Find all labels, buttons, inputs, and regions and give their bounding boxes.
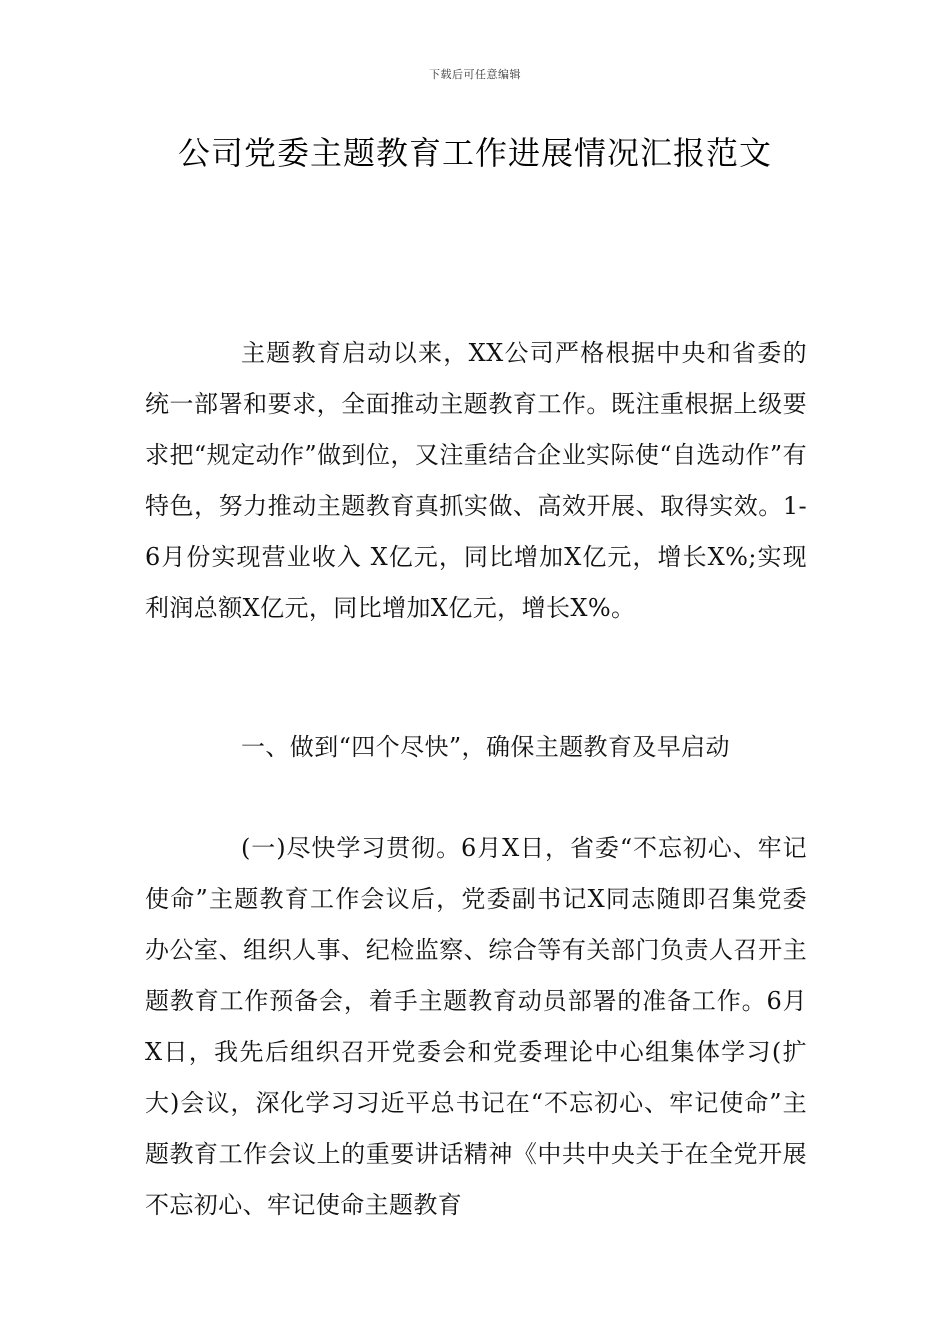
section-paragraph: (一)尽快学习贯彻。6月X日，省委“不忘初心、牢记使命”主题教育工作会议后，党委副书记X同志随即召集党委办公室、组织人事、纪检监察、综合等有关部门负责人召开主题教育工作预备会，着手主题教育动员部署的准备工作。6月X日，我先后组织召开党委会和党委理论中心组集体学习(扩大)会议，深化学习习近平总书记在“不忘初心、牢记使命”主题教育工作会议上的重要讲话精神《中共中央关于在全党开展不忘初心、牢记使命主题教育 — [145, 834, 807, 1219]
document-title: 公司党委主题教育工作进展情况汇报范文 — [177, 134, 772, 172]
intro-paragraph: 主题教育启动以来，XX公司严格根据中央和省委的统一部署和要求，全面推动主题教育工作。既注重根据上级要求把“规定动作”做到位，又注重结合企业实际使“自选动作”有特色，努力推动主题教育真抓实做、高效开展、取得实效。1-6月份实现营业收入 X亿元，同比增加X亿元，增长X%;实现利润总额X亿元，同比增加X亿元，增长X%。 — [145, 339, 807, 622]
download-note: 下载后可任意编辑 — [429, 68, 521, 81]
section-heading: 一、做到“四个尽快”，确保主题教育及早启动 — [241, 733, 730, 761]
